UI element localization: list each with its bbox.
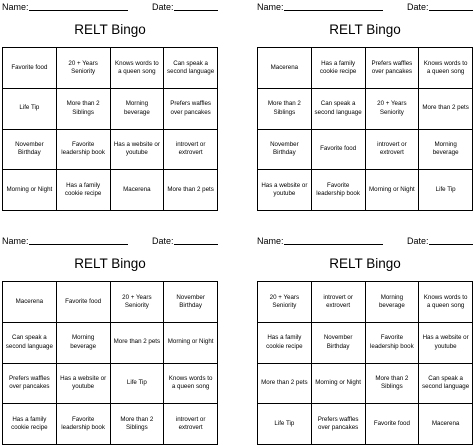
bingo-cell: introvert or extrovert: [164, 130, 218, 171]
bingo-cell: Macerena: [111, 170, 165, 211]
name-label: Name:: [257, 236, 284, 246]
bingo-cell: Has a family cookie recipe: [312, 48, 366, 89]
bingo-grid: [2, 47, 218, 211]
bingo-card-1: [2, 0, 218, 214]
bingo-card-3: [2, 234, 218, 448]
bingo-cell: 20 + Years Seniority: [366, 89, 420, 130]
bingo-cell: More than 2 pets: [258, 364, 312, 405]
card-header: [2, 234, 218, 248]
bingo-cell: More than 2 Siblings: [366, 364, 420, 405]
bingo-cell: Knows words to a queen song: [419, 282, 473, 323]
bingo-card-4: [257, 234, 473, 448]
bingo-cell: More than 2 Siblings: [258, 89, 312, 130]
bingo-cell: Morning or Night: [3, 170, 57, 211]
bingo-cell: Life Tip: [419, 170, 473, 211]
bingo-cell: Morning or Night: [366, 170, 420, 211]
bingo-cell: Has a website or youtube: [258, 170, 312, 211]
bingo-cell: Favorite leadership book: [57, 404, 111, 445]
bingo-cell: Can speak a second language: [164, 48, 218, 89]
bingo-cell: Knows words to a queen song: [419, 48, 473, 89]
bingo-cell: Prefers waffles over pancakes: [312, 404, 366, 445]
name-field-line: [284, 10, 383, 11]
date-field-line: [429, 10, 473, 11]
bingo-cell: Favorite food: [312, 130, 366, 171]
bingo-cell: More than 2 Siblings: [111, 404, 165, 445]
name-field-line: [29, 10, 128, 11]
bingo-cell: Favorite food: [57, 282, 111, 323]
bingo-cell: November Birthday: [312, 323, 366, 364]
bingo-cell: Morning beverage: [366, 282, 420, 323]
bingo-cell: Favorite leadership book: [57, 130, 111, 171]
bingo-grid: [257, 281, 473, 445]
bingo-cell: introvert or extrovert: [366, 130, 420, 171]
bingo-cell: Macerena: [419, 404, 473, 445]
name-field-line: [284, 244, 383, 245]
card-header: [2, 0, 218, 14]
bingo-cell: introvert or extrovert: [312, 282, 366, 323]
bingo-cell: Morning beverage: [111, 89, 165, 130]
bingo-cell: Morning beverage: [57, 323, 111, 364]
bingo-cell: Favorite food: [3, 48, 57, 89]
bingo-cell: 20 + Years Seniority: [57, 48, 111, 89]
bingo-cell: 20 + Years Seniority: [258, 282, 312, 323]
date-field-line: [429, 244, 473, 245]
date-field-line: [174, 244, 218, 245]
bingo-cell: Prefers waffles over pancakes: [164, 89, 218, 130]
bingo-cell: More than 2 pets: [419, 89, 473, 130]
card-header: [257, 0, 473, 14]
bingo-cell: Morning or Night: [164, 323, 218, 364]
bingo-card-2: [257, 0, 473, 214]
date-label: Date:: [407, 2, 429, 12]
bingo-cell: Has a website or youtube: [111, 130, 165, 171]
date-label: Date:: [152, 2, 174, 12]
bingo-cell: November Birthday: [164, 282, 218, 323]
bingo-cell: Morning beverage: [419, 130, 473, 171]
bingo-cell: Life Tip: [111, 364, 165, 405]
bingo-cell: November Birthday: [3, 130, 57, 171]
bingo-grid: [2, 281, 218, 445]
bingo-cell: Prefers waffles over pancakes: [3, 364, 57, 405]
bingo-cell: More than 2 pets: [111, 323, 165, 364]
bingo-cell: November Birthday: [258, 130, 312, 171]
bingo-cell: Macerena: [258, 48, 312, 89]
name-label: Name:: [2, 2, 29, 12]
name-label: Name:: [257, 2, 284, 12]
bingo-cell: Macerena: [3, 282, 57, 323]
bingo-cell: Life Tip: [3, 89, 57, 130]
bingo-cell: Knows words to a queen song: [164, 364, 218, 405]
card-title: RELT Bingo: [329, 22, 401, 37]
bingo-cell: Has a family cookie recipe: [57, 170, 111, 211]
date-field-line: [174, 10, 218, 11]
bingo-cell: Has a family cookie recipe: [258, 323, 312, 364]
bingo-cell: Can speak a second language: [312, 89, 366, 130]
bingo-cell: Life Tip: [258, 404, 312, 445]
bingo-cell: 20 + Years Seniority: [111, 282, 165, 323]
bingo-cell: Has a website or youtube: [57, 364, 111, 405]
bingo-cell: Favorite leadership book: [366, 323, 420, 364]
bingo-cell: introvert or extrovert: [164, 404, 218, 445]
bingo-cell: Prefers waffles over pancakes: [366, 48, 420, 89]
date-label: Date:: [152, 236, 174, 246]
name-field-line: [29, 244, 128, 245]
bingo-cell: Can speak a second language: [419, 364, 473, 405]
bingo-cell: More than 2 Siblings: [57, 89, 111, 130]
bingo-cell: Can speak a second language: [3, 323, 57, 364]
bingo-cell: Has a website or youtube: [419, 323, 473, 364]
bingo-cell: Morning or Night: [312, 364, 366, 405]
bingo-cell: Has a family cookie recipe: [3, 404, 57, 445]
card-header: [257, 234, 473, 248]
bingo-cell: Favorite food: [366, 404, 420, 445]
name-label: Name:: [2, 236, 29, 246]
bingo-grid: [257, 47, 473, 211]
card-title: RELT Bingo: [329, 256, 401, 271]
date-label: Date:: [407, 236, 429, 246]
bingo-cell: Favorite leadership book: [312, 170, 366, 211]
card-title: RELT Bingo: [74, 256, 146, 271]
bingo-cell: More than 2 pets: [164, 170, 218, 211]
bingo-cell: Knows words to a queen song: [111, 48, 165, 89]
card-title: RELT Bingo: [74, 22, 146, 37]
